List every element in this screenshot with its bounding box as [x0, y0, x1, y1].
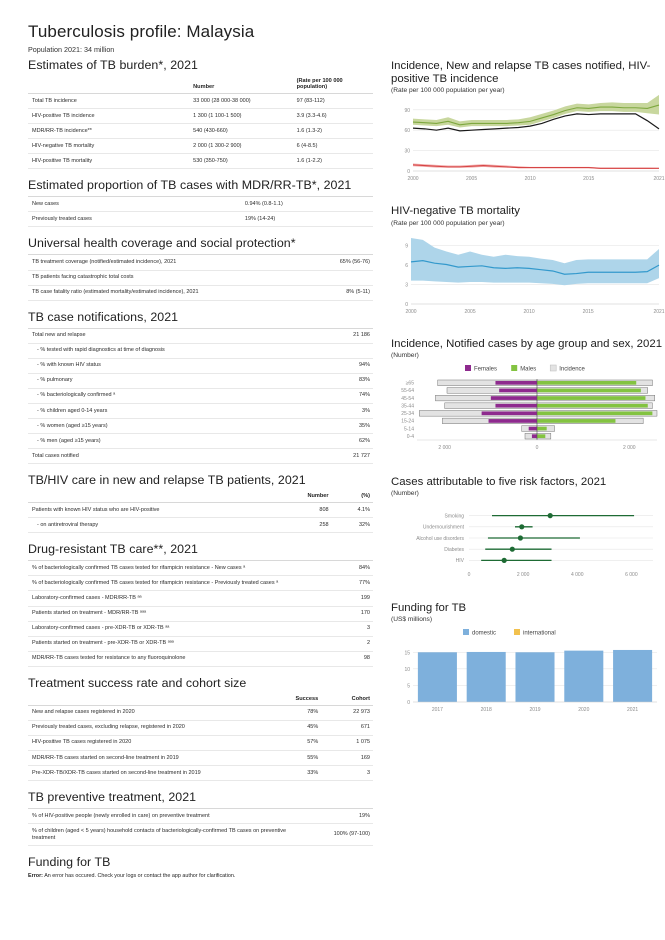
chart-mortality-title: HIV-negative TB mortality [391, 205, 520, 218]
row-cohort: 169 [321, 750, 373, 765]
row-label: % of HIV-positive people (newly enrolled in care) on preventive treatment [28, 809, 304, 824]
row-number: 530 (350-750) [190, 154, 294, 169]
x-tick-label: 4 000 [570, 572, 584, 579]
row-label: - % women (aged ≥15 years) [28, 419, 311, 434]
males-bar [537, 411, 652, 415]
row-label: % of children (aged < 5 years) household contacts of bacteriologically-confirmed TB cases on preventive treatment [28, 824, 304, 846]
treatment-success-table [28, 694, 373, 781]
females-bar [482, 411, 537, 415]
col-number: Number [276, 491, 331, 503]
age-group-label: 25-34 [401, 410, 414, 417]
row-percent: 32% [332, 518, 373, 533]
row-rate: 3.9 (3.3-4.6) [294, 109, 373, 124]
table-row [28, 766, 373, 781]
table-row [28, 343, 373, 358]
data-point [502, 558, 507, 563]
row-label: - on antiretroviral therapy [28, 518, 276, 533]
legend-label: Incidence [559, 366, 585, 373]
age-group-label: 45-54 [401, 395, 414, 402]
chart-funding-title: Funding for TB [391, 602, 467, 615]
col-blank [28, 76, 190, 94]
x-tick-label: 2015 [583, 176, 595, 183]
data-point [548, 513, 553, 518]
age-group-label: 15-24 [401, 418, 414, 425]
col-blank [28, 694, 263, 706]
chart-incidence-subtitle: (Rate per 100 000 population per year) [391, 87, 505, 95]
col-number: Number [190, 76, 294, 94]
row-label: HIV-positive TB cases registered in 2020 [28, 735, 263, 750]
section-heading-funding-left: Funding for TB [28, 855, 111, 870]
row-label: Pre-XDR-TB/XDR-TB cases started on second-line treatment in 2019 [28, 766, 263, 781]
risk-factor-label: HIV [455, 558, 464, 565]
x-tick-label: 2000 [405, 308, 417, 315]
row-label: New and relapse cases registered in 2020 [28, 705, 263, 720]
females-bar [532, 434, 537, 438]
row-value: 84% [332, 561, 373, 576]
row-cohort: 3 [321, 766, 373, 781]
row-label: - % men (aged ≥15 years) [28, 434, 311, 449]
data-point [518, 535, 523, 540]
row-value: 199 [332, 591, 373, 606]
table-header-row [28, 491, 373, 503]
x-tick-label: 2005 [464, 308, 476, 315]
chart-incidence [391, 60, 663, 189]
row-cohort: 1 075 [321, 735, 373, 750]
row-value: 19% (14-24) [242, 212, 373, 227]
table-row [28, 403, 373, 418]
page-title: Tuberculosis profile: Malaysia [28, 22, 255, 41]
y-tick-label: 15 [404, 650, 410, 657]
risk-factor-label: Alcohol use disorders [416, 535, 464, 542]
legend-swatch [465, 365, 471, 371]
notifications-table [28, 328, 373, 465]
row-value: 83% [311, 373, 373, 388]
row-rate: 1.6 (1.3-2) [294, 124, 373, 139]
section-heading-mdr-proportion: Estimated proportion of TB cases with MDR/RR-TB*, 2021 [28, 178, 352, 193]
row-label: - % pulmonary [28, 373, 311, 388]
legend-swatch [463, 629, 469, 635]
table-row [28, 358, 373, 373]
row-number: 1 300 (1 100-1 500) [190, 109, 294, 124]
population-line: Population 2021: 34 million [28, 45, 115, 54]
y-tick-label: 0 [407, 169, 410, 176]
uncertainty-band [411, 238, 659, 285]
row-rate: 1.6 (1-2.2) [294, 154, 373, 169]
table-row [28, 388, 373, 403]
row-label: HIV-negative TB mortality [28, 139, 190, 154]
row-rate: 6 (4-8.5) [294, 139, 373, 154]
row-label: Total cases notified [28, 449, 311, 464]
row-value: 3% [311, 403, 373, 418]
legend-label: Females [474, 366, 498, 373]
error-prefix: Error: [28, 873, 43, 880]
x-tick-label: 2010 [524, 176, 536, 183]
x-tick-label: 2 000 [438, 444, 451, 451]
x-tick-label: 2018 [480, 707, 492, 714]
females-bar [495, 404, 537, 408]
x-tick-label: 2021 [653, 308, 665, 315]
data-line [413, 165, 659, 168]
row-rate: 97 (83-112) [294, 94, 373, 109]
chart-riskfactors-canvas [391, 500, 663, 586]
legend-label: international [523, 630, 556, 637]
table-row [28, 154, 373, 169]
chart-mortality-canvas [391, 230, 663, 322]
table-row [28, 109, 373, 124]
chart-funding-canvas [391, 626, 663, 721]
x-tick-label: 2000 [407, 176, 419, 183]
funding-bar [418, 653, 457, 703]
females-bar [491, 396, 537, 400]
table-row [28, 576, 373, 591]
row-label: MDR/RR-TB cases started on second-line treatment in 2019 [28, 750, 263, 765]
uhc-table [28, 254, 373, 300]
section-heading-estimates: Estimates of TB burden*, 2021 [28, 58, 198, 72]
row-success: 57% [263, 735, 322, 750]
table-row [28, 270, 373, 285]
tbhiv-table [28, 491, 373, 533]
row-label: Laboratory-confirmed cases - MDR/RR-TB ᵃᵃ [28, 591, 332, 606]
row-label: % of bacteriologically confirmed TB cases tested for rifampicin resistance - New cases ᵃ [28, 561, 332, 576]
males-bar [537, 396, 645, 400]
row-label: Total new and relapse [28, 328, 311, 343]
females-bar [529, 427, 537, 431]
risk-factor-label: Diabetes [444, 547, 464, 554]
row-number: 808 [276, 503, 331, 518]
row-value: 21 727 [311, 449, 373, 464]
row-label: Previously treated cases, excluding relapse, registered in 2020 [28, 720, 263, 735]
section-heading-treatment-success: Treatment success rate and cohort size [28, 675, 247, 690]
row-value: 65% (56-76) [304, 255, 373, 270]
x-tick-label: 2020 [578, 707, 590, 714]
legend-label: Males [520, 366, 537, 373]
table-row [28, 449, 373, 464]
table-row [28, 212, 373, 227]
row-percent: 4.1% [332, 503, 373, 518]
drtb-table [28, 560, 373, 666]
row-value: 77% [332, 576, 373, 591]
chart-riskfactors [391, 476, 663, 586]
chart-agesex-title: Incidence, Notified cases by age group and sex, 2021 [391, 337, 663, 350]
y-tick-label: 0 [405, 301, 408, 308]
row-label: % of bacteriologically confirmed TB cases tested for rifampicin resistance - Previously treated cases ᵃ [28, 576, 332, 591]
x-tick-label: 6 000 [625, 572, 638, 579]
y-tick-label: 60 [404, 128, 410, 135]
x-tick-label: 2017 [431, 707, 443, 714]
females-bar [489, 419, 537, 423]
males-bar [537, 427, 547, 431]
males-bar [537, 388, 641, 392]
col-blank [28, 491, 276, 503]
row-success: 33% [263, 766, 322, 781]
age-group-label: 5-14 [403, 426, 414, 433]
table-row [28, 735, 373, 750]
funding-bar [467, 652, 506, 702]
chart-agesex [391, 338, 663, 460]
y-tick-label: 10 [404, 667, 410, 674]
col-percent: (%) [332, 491, 373, 503]
mdr-proportion-table [28, 196, 373, 227]
row-value: 19% [304, 809, 373, 824]
row-label: Patients started on treatment - pre-XDR-TB or XDR-TB ᵃᵃᵃ [28, 636, 332, 651]
table-row [28, 373, 373, 388]
age-group-label: 35-44 [401, 403, 414, 410]
row-cohort: 671 [321, 720, 373, 735]
row-value: 8% (5-11) [304, 285, 373, 300]
males-bar [537, 381, 636, 385]
table-row [28, 750, 373, 765]
legend-swatch [511, 365, 517, 371]
chart-funding-subtitle: (US$ millions) [391, 616, 433, 624]
row-value: 2 [332, 636, 373, 651]
table-row [28, 705, 373, 720]
error-text: An error has occured. Check your logs or contact the app author for clarification. [44, 873, 236, 880]
row-value: 21 186 [311, 328, 373, 343]
males-bar [537, 404, 648, 408]
table-row [28, 651, 373, 666]
row-success: 45% [263, 720, 322, 735]
section-heading-preventive: TB preventive treatment, 2021 [28, 790, 197, 805]
row-number: 540 (430-660) [190, 124, 294, 139]
table-row [28, 636, 373, 651]
row-value: 62% [311, 434, 373, 449]
funding-bar [564, 651, 603, 702]
row-value: 0.94% (0.8-1.1) [242, 197, 373, 212]
legend-label: domestic [472, 630, 497, 637]
y-tick-label: 9 [405, 243, 408, 250]
row-value [304, 270, 373, 285]
y-tick-label: 0 [407, 700, 410, 707]
row-label: Previously treated cases [28, 212, 242, 227]
row-label: HIV-positive TB mortality [28, 154, 190, 169]
data-point [510, 547, 515, 552]
x-tick-label: 0 [467, 572, 471, 579]
x-tick-label: 2021 [627, 707, 639, 714]
risk-factor-label: Smoking [444, 513, 464, 520]
x-tick-label: 0 [535, 444, 539, 451]
row-label: - % with known HIV status [28, 358, 311, 373]
estimates-table [28, 76, 373, 169]
x-tick-label: 2010 [523, 308, 535, 315]
x-tick-label: 2015 [582, 308, 594, 315]
y-tick-label: 6 [405, 262, 408, 269]
row-label: Patients started on treatment - MDR/RR-TB ᵃᵃᵃ [28, 606, 332, 621]
preventive-table [28, 808, 373, 846]
x-tick-label: 2005 [466, 176, 478, 183]
row-label: TB patients facing catastrophic total costs [28, 270, 304, 285]
x-tick-label: 2019 [529, 707, 541, 714]
row-number: 2 000 (1 300-2 900) [190, 139, 294, 154]
table-row [28, 434, 373, 449]
legend-swatch [514, 629, 520, 635]
x-tick-label: 2021 [653, 176, 665, 183]
males-bar [537, 419, 615, 423]
funding-error-message [28, 873, 373, 880]
risk-factor-label: Undernourishment [422, 524, 464, 531]
row-label: MDR/RR-TB incidence** [28, 124, 190, 139]
table-row [28, 561, 373, 576]
age-group-label: ≥65 [405, 380, 414, 387]
y-tick-label: 90 [404, 108, 410, 115]
y-tick-label: 30 [404, 149, 410, 156]
table-row [28, 328, 373, 343]
table-row [28, 124, 373, 139]
col-success: Success [263, 694, 322, 706]
row-value: 170 [332, 606, 373, 621]
table-row [28, 197, 373, 212]
age-group-label: 0-4 [406, 433, 414, 440]
row-value: 94% [311, 358, 373, 373]
table-row [28, 720, 373, 735]
chart-agesex-canvas [391, 362, 663, 460]
row-label: Total TB incidence [28, 94, 190, 109]
funding-bar [613, 650, 652, 702]
section-heading-uhc: Universal health coverage and social protection* [28, 236, 296, 251]
uncertainty-band [413, 95, 659, 128]
x-tick-label: 2 000 [516, 572, 530, 579]
table-row [28, 255, 373, 270]
row-value: 98 [332, 651, 373, 666]
table-row [28, 139, 373, 154]
row-value: 3 [332, 621, 373, 636]
row-success: 55% [263, 750, 322, 765]
row-label: MDR/RR-TB cases tested for resistance to any fluoroquinolone [28, 651, 332, 666]
females-bar [499, 388, 537, 392]
row-label: - % tested with rapid diagnostics at time of diagnosis [28, 343, 311, 358]
table-row [28, 285, 373, 300]
table-row [28, 518, 373, 533]
chart-mortality [391, 205, 663, 321]
males-bar [537, 434, 545, 438]
row-success: 78% [263, 705, 322, 720]
y-tick-label: 3 [405, 282, 408, 289]
chart-mortality-subtitle: (Rate per 100 000 population per year) [391, 219, 505, 227]
row-cohort: 22 973 [321, 705, 373, 720]
section-heading-drtb: Drug-resistant TB care**, 2021 [28, 542, 199, 557]
col-cohort: Cohort [321, 694, 373, 706]
row-label: Patients with known HIV status who are HIV-positive [28, 503, 276, 518]
row-value: 74% [311, 388, 373, 403]
data-point [519, 524, 524, 529]
row-label: Laboratory-confirmed cases - pre-XDR-TB or XDR-TB ᵃᵃ [28, 621, 332, 636]
table-row [28, 591, 373, 606]
left-column [28, 22, 373, 880]
row-label: - % bacteriologically confirmed ᵃ [28, 388, 311, 403]
section-heading-tbhiv: TB/HIV care in new and relapse TB patients, 2021 [28, 473, 306, 488]
legend-swatch [550, 365, 556, 371]
table-row [28, 606, 373, 621]
row-number: 33 000 (28 000-38 000) [190, 94, 294, 109]
table-row [28, 419, 373, 434]
funding-bar [515, 653, 554, 703]
x-tick-label: 2 000 [623, 444, 636, 451]
chart-incidence-canvas [391, 97, 663, 189]
row-label: HIV-positive TB incidence [28, 109, 190, 124]
right-column [391, 22, 663, 880]
age-group-label: 55-64 [401, 388, 414, 395]
chart-riskfactors-title: Cases attributable to five risk factors, 2021 [391, 475, 607, 488]
table-row [28, 824, 373, 846]
table-header-row [28, 76, 373, 94]
row-label: TB case fatality ratio (estimated mortality/estimated incidence), 2021 [28, 285, 304, 300]
table-row [28, 809, 373, 824]
row-label: TB treatment coverage (notified/estimated incidence), 2021 [28, 255, 304, 270]
chart-riskfactors-subtitle: (Number) [391, 490, 419, 498]
table-header-row [28, 694, 373, 706]
row-value: 100% (97-100) [304, 824, 373, 846]
chart-agesex-subtitle: (Number) [391, 351, 419, 359]
chart-funding [391, 602, 663, 721]
row-label: New cases [28, 197, 242, 212]
females-bar [495, 381, 537, 385]
chart-incidence-title: Incidence, New and relapse TB cases notified, HIV-positive TB incidence [391, 60, 651, 86]
row-label: - % children aged 0-14 years [28, 403, 311, 418]
row-value: 35% [311, 419, 373, 434]
row-number: 258 [276, 518, 331, 533]
col-rate: (Rate per 100 000 population) [294, 76, 373, 94]
row-value [311, 343, 373, 358]
table-row [28, 94, 373, 109]
table-row [28, 621, 373, 636]
section-heading-notifications: TB case notifications, 2021 [28, 309, 179, 324]
y-tick-label: 5 [407, 683, 410, 690]
table-row [28, 503, 373, 518]
